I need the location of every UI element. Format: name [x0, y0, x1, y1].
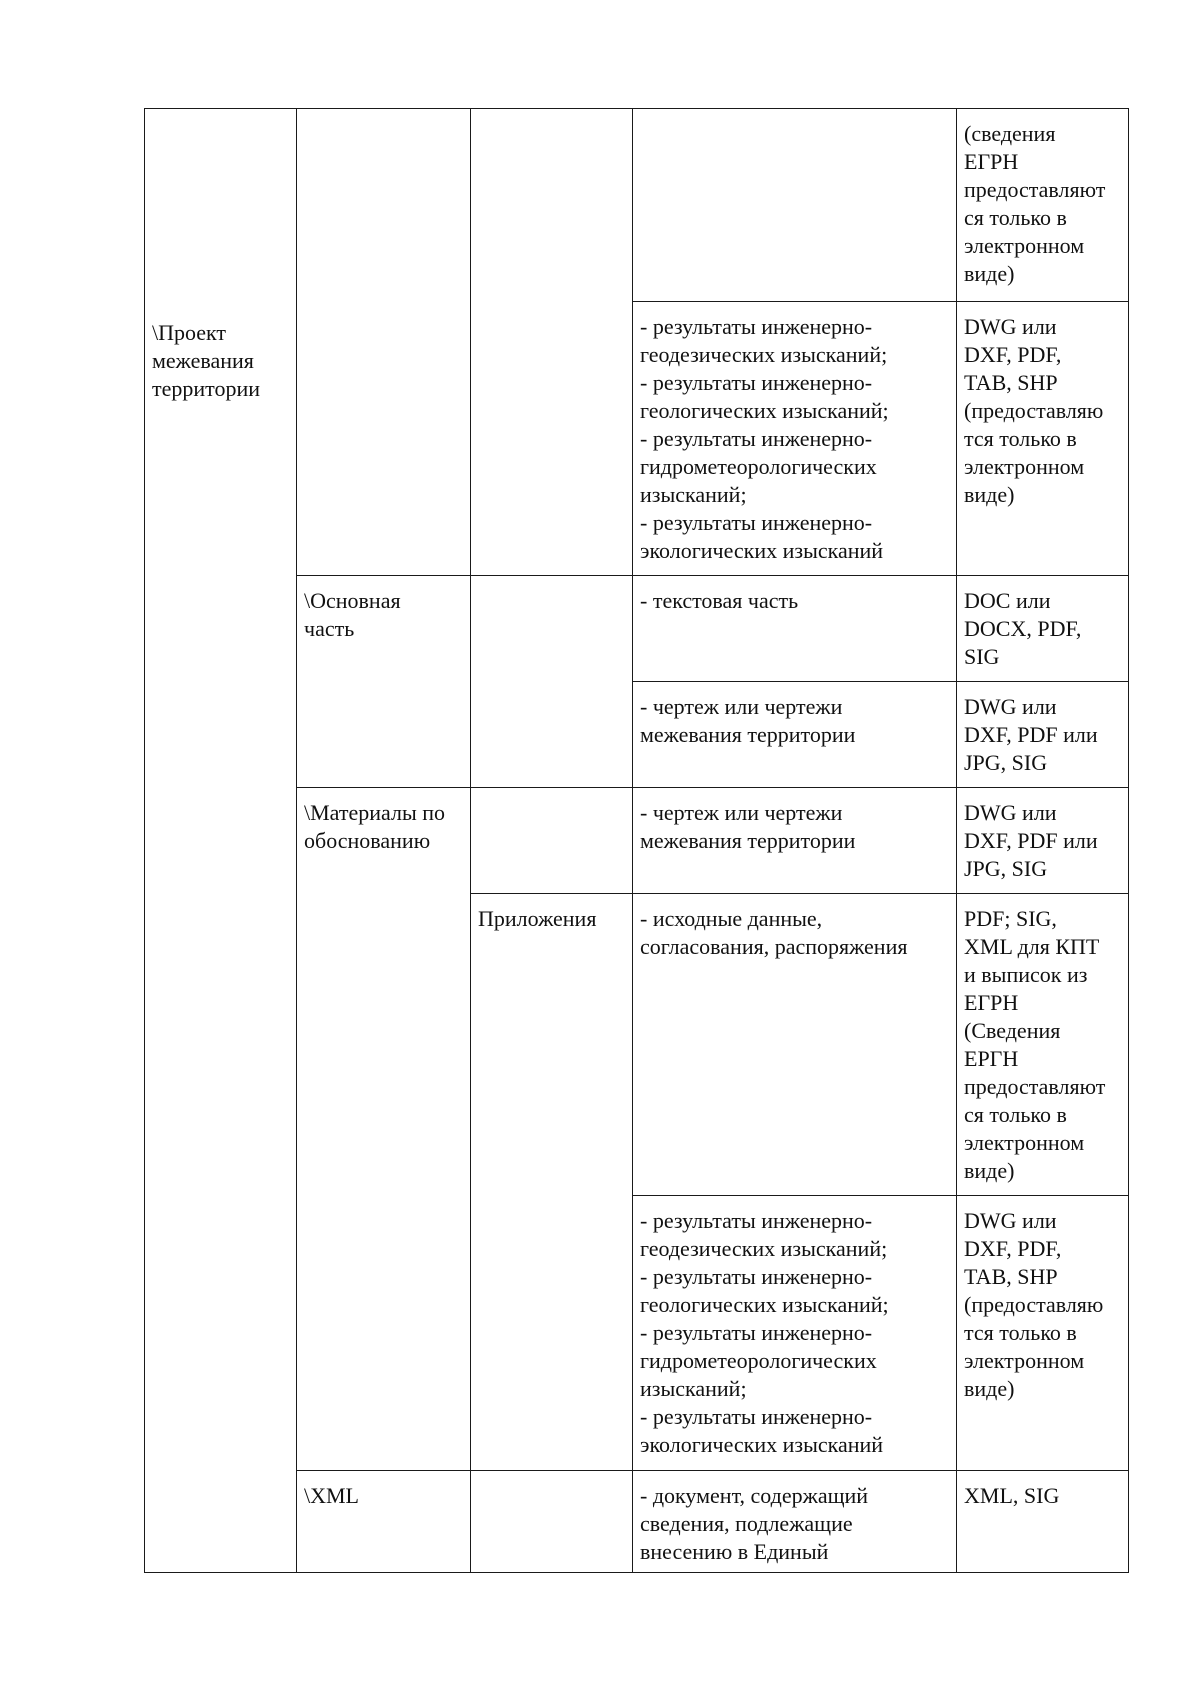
empty-cell: [471, 576, 633, 788]
structure-table: [144, 108, 1129, 1573]
empty-cell: [297, 109, 471, 576]
format-cell: XML, SIG: [957, 1471, 1129, 1573]
project-cell: \Проект межевания территории: [145, 109, 297, 1573]
content-cell: - документ, содержащий сведения, подлежащие внесению в Единый: [633, 1471, 957, 1573]
empty-cell: [471, 109, 633, 576]
empty-cell: [471, 1471, 633, 1573]
main-part-cell: \Основная часть: [297, 576, 471, 788]
appendix-cell: Приложения: [471, 894, 633, 1471]
format-cell: DWG или DXF, PDF или JPG, SIG: [957, 788, 1129, 894]
content-cell: - текстовая часть: [633, 576, 957, 682]
format-cell: DWG или DXF, PDF, TAB, SHP (предоставляю тся только в электронном виде): [957, 302, 1129, 576]
content-cell: - исходные данные, согласования, распоряжения: [633, 894, 957, 1196]
content-cell: - результаты инженерно- геодезических изысканий; - результаты инженерно- геологических изысканий; - результаты инженерно- гидрометеорологических изысканий; - результаты инженерно- экологических изысканий: [633, 302, 957, 576]
format-cell: PDF; SIG, XML для КПТ и выписок из ЕГРН (Сведения ЕРГН предоставляют ся только в электронном виде): [957, 894, 1129, 1196]
format-cell: DWG или DXF, PDF или JPG, SIG: [957, 682, 1129, 788]
content-cell: [633, 109, 957, 302]
content-cell: - чертеж или чертежи межевания территории: [633, 788, 957, 894]
materials-cell: \Материалы по обоснованию: [297, 788, 471, 1471]
format-cell: DOC или DOCX, PDF, SIG: [957, 576, 1129, 682]
format-cell: (сведения ЕГРН предоставляют ся только в электронном виде): [957, 109, 1129, 302]
content-cell: - чертеж или чертежи межевания территории: [633, 682, 957, 788]
format-cell: DWG или DXF, PDF, TAB, SHP (предоставляю тся только в электронном виде): [957, 1196, 1129, 1471]
table-row: [145, 109, 1129, 302]
empty-cell: [471, 788, 633, 894]
xml-cell: \XML: [297, 1471, 471, 1573]
content-cell: - результаты инженерно- геодезических изысканий; - результаты инженерно- геологических изысканий; - результаты инженерно- гидрометеорологических изысканий; - результаты инженерно- экологических изысканий: [633, 1196, 957, 1471]
